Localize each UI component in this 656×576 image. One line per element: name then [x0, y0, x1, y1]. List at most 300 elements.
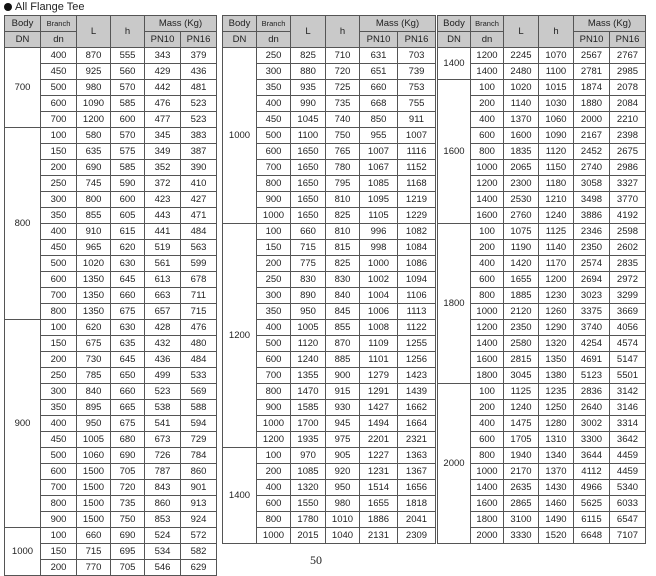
- pn16-cell: 6547: [610, 512, 646, 528]
- l-cell: 1650: [291, 176, 326, 192]
- header-h: h: [111, 16, 145, 48]
- pn16-cell: 5501: [610, 368, 646, 384]
- h-cell: 930: [326, 400, 360, 416]
- h-cell: 735: [111, 496, 145, 512]
- l-cell: 1835: [504, 144, 539, 160]
- pn16-cell: 753: [398, 80, 436, 96]
- l-cell: 2530: [504, 192, 539, 208]
- l-cell: 1125: [504, 384, 539, 400]
- body-dn-cell: 1000: [5, 528, 41, 576]
- l-cell: 2350: [504, 320, 539, 336]
- h-cell: 560: [111, 64, 145, 80]
- pn10-cell: 2567: [574, 48, 610, 64]
- l-cell: 660: [77, 528, 111, 544]
- branch-dn-cell: 700: [41, 288, 77, 304]
- h-cell: 1140: [539, 240, 574, 256]
- l-cell: 2300: [504, 176, 539, 192]
- pn10-cell: 429: [145, 64, 181, 80]
- branch-dn-cell: 600: [41, 464, 77, 480]
- pn16-cell: 1106: [398, 288, 436, 304]
- pn10-cell: 352: [145, 160, 181, 176]
- header-pn16: PN16: [398, 32, 436, 48]
- h-cell: 1250: [539, 400, 574, 416]
- pn10-cell: 1874: [574, 80, 610, 96]
- pn10-cell: 2836: [574, 384, 610, 400]
- pn10-cell: 3023: [574, 288, 610, 304]
- h-cell: 1070: [539, 48, 574, 64]
- branch-dn-cell: 700: [257, 368, 291, 384]
- branch-dn-cell: 500: [41, 256, 77, 272]
- branch-dn-cell: 200: [41, 160, 77, 176]
- h-cell: 825: [326, 256, 360, 272]
- l-cell: 1240: [291, 352, 326, 368]
- h-cell: 920: [326, 464, 360, 480]
- branch-dn-cell: 350: [257, 80, 291, 96]
- l-cell: 1060: [77, 448, 111, 464]
- pn16-cell: 484: [181, 224, 217, 240]
- branch-dn-cell: 600: [471, 128, 504, 144]
- pn16-cell: 755: [398, 96, 436, 112]
- h-cell: 575: [111, 144, 145, 160]
- pn10-cell: 546: [145, 560, 181, 576]
- h-cell: 705: [111, 560, 145, 576]
- pn10-cell: 477: [145, 112, 181, 128]
- branch-dn-cell: 1400: [471, 336, 504, 352]
- branch-dn-cell: 400: [257, 320, 291, 336]
- l-cell: 2120: [504, 304, 539, 320]
- pn16-cell: 2767: [610, 48, 646, 64]
- h-cell: 1170: [539, 256, 574, 272]
- pn10-cell: 853: [145, 512, 181, 528]
- table-row: [223, 48, 436, 64]
- l-cell: 715: [291, 240, 326, 256]
- branch-dn-cell: 1000: [471, 304, 504, 320]
- branch-dn-cell: 350: [41, 400, 77, 416]
- pn16-cell: 3314: [610, 416, 646, 432]
- h-cell: 1235: [539, 384, 574, 400]
- h-cell: 720: [111, 480, 145, 496]
- pn10-cell: 860: [145, 496, 181, 512]
- branch-dn-cell: 200: [471, 240, 504, 256]
- pn10-cell: 2781: [574, 64, 610, 80]
- pn16-cell: 784: [181, 448, 217, 464]
- h-cell: 635: [111, 336, 145, 352]
- branch-dn-cell: 300: [41, 192, 77, 208]
- branch-dn-cell: 200: [257, 464, 291, 480]
- h-cell: 815: [326, 240, 360, 256]
- table-row: [438, 80, 646, 96]
- l-cell: 1020: [77, 256, 111, 272]
- header-h: h: [326, 16, 360, 48]
- h-cell: 725: [326, 80, 360, 96]
- l-cell: 1935: [291, 432, 326, 448]
- h-cell: 1320: [539, 336, 574, 352]
- header-mass: Mass (Kg): [145, 16, 217, 32]
- header-body: Body: [5, 16, 41, 32]
- pn10-cell: 6648: [574, 528, 610, 544]
- pn16-cell: 523: [181, 112, 217, 128]
- pn10-cell: 4254: [574, 336, 610, 352]
- h-cell: 735: [326, 96, 360, 112]
- pn16-cell: 2986: [610, 160, 646, 176]
- l-cell: 950: [291, 304, 326, 320]
- pn16-cell: 390: [181, 160, 217, 176]
- pn10-cell: 843: [145, 480, 181, 496]
- h-cell: 675: [111, 416, 145, 432]
- pn10-cell: 561: [145, 256, 181, 272]
- section-title: [4, 0, 85, 14]
- pn16-cell: 1116: [398, 144, 436, 160]
- pn16-cell: 1113: [398, 304, 436, 320]
- table-row: [438, 224, 646, 240]
- branch-dn-cell: 400: [41, 416, 77, 432]
- table-row: [5, 128, 217, 144]
- pn10-cell: 1008: [360, 320, 398, 336]
- pn16-cell: 6033: [610, 496, 646, 512]
- pn16-cell: 383: [181, 128, 217, 144]
- l-cell: 2760: [504, 208, 539, 224]
- pn10-cell: 1101: [360, 352, 398, 368]
- branch-dn-cell: 400: [257, 96, 291, 112]
- pn10-cell: 2452: [574, 144, 610, 160]
- pn10-cell: 2350: [574, 240, 610, 256]
- pn10-cell: 1880: [574, 96, 610, 112]
- pn10-cell: 1291: [360, 384, 398, 400]
- pn16-cell: 4192: [610, 208, 646, 224]
- pn16-cell: 911: [398, 112, 436, 128]
- l-cell: 2580: [504, 336, 539, 352]
- branch-dn-cell: 1600: [471, 352, 504, 368]
- tee-table-2: [222, 15, 436, 544]
- l-cell: 2065: [504, 160, 539, 176]
- header-mass: Mass (Kg): [360, 16, 436, 32]
- l-cell: 1650: [291, 192, 326, 208]
- pn10-cell: 534: [145, 544, 181, 560]
- l-cell: 1940: [504, 448, 539, 464]
- pn16-cell: 1423: [398, 368, 436, 384]
- pn16-cell: 569: [181, 384, 217, 400]
- branch-dn-cell: 350: [257, 304, 291, 320]
- pn10-cell: 663: [145, 288, 181, 304]
- pn16-cell: 379: [181, 48, 217, 64]
- pn16-cell: 2602: [610, 240, 646, 256]
- l-cell: 660: [291, 224, 326, 240]
- pn16-cell: 2210: [610, 112, 646, 128]
- l-cell: 880: [291, 64, 326, 80]
- pn16-cell: 1094: [398, 272, 436, 288]
- l-cell: 1020: [504, 80, 539, 96]
- branch-dn-cell: 400: [471, 416, 504, 432]
- l-cell: 1190: [504, 240, 539, 256]
- l-cell: 1885: [504, 288, 539, 304]
- branch-dn-cell: 1200: [471, 48, 504, 64]
- table-row: [438, 384, 646, 400]
- pn10-cell: 5123: [574, 368, 610, 384]
- pn16-cell: 436: [181, 64, 217, 80]
- pn16-cell: 1363: [398, 448, 436, 464]
- branch-dn-cell: 1000: [471, 464, 504, 480]
- branch-dn-cell: 300: [41, 384, 77, 400]
- branch-dn-cell: 450: [41, 240, 77, 256]
- body-dn-cell: 900: [5, 320, 41, 528]
- pn16-cell: 410: [181, 176, 217, 192]
- pn16-cell: 1152: [398, 160, 436, 176]
- header-dn-small: dn: [471, 32, 504, 48]
- pn16-cell: 4574: [610, 336, 646, 352]
- pn10-cell: 519: [145, 240, 181, 256]
- branch-dn-cell: 800: [257, 384, 291, 400]
- l-cell: 890: [291, 288, 326, 304]
- branch-dn-cell: 1000: [257, 416, 291, 432]
- pn10-cell: 343: [145, 48, 181, 64]
- pn10-cell: 6115: [574, 512, 610, 528]
- pn16-cell: 2309: [398, 528, 436, 544]
- l-cell: 2015: [291, 528, 326, 544]
- branch-dn-cell: 500: [41, 448, 77, 464]
- branch-dn-cell: 800: [257, 512, 291, 528]
- pn16-cell: 1662: [398, 400, 436, 416]
- pn10-cell: 372: [145, 176, 181, 192]
- l-cell: 980: [77, 80, 111, 96]
- pn10-cell: 441: [145, 224, 181, 240]
- header-l: L: [504, 16, 539, 48]
- l-cell: 935: [291, 80, 326, 96]
- pn16-cell: 1086: [398, 256, 436, 272]
- h-cell: 675: [111, 304, 145, 320]
- branch-dn-cell: 1800: [471, 512, 504, 528]
- pn16-cell: 533: [181, 368, 217, 384]
- l-cell: 840: [77, 384, 111, 400]
- pn10-cell: 1231: [360, 464, 398, 480]
- h-cell: 750: [111, 512, 145, 528]
- body-dn-cell: 1600: [438, 80, 471, 224]
- l-cell: 1200: [77, 112, 111, 128]
- pn10-cell: 436: [145, 352, 181, 368]
- body-dn-cell: 1000: [223, 48, 257, 224]
- pn10-cell: 4691: [574, 352, 610, 368]
- l-cell: 1370: [504, 112, 539, 128]
- l-cell: 2815: [504, 352, 539, 368]
- branch-dn-cell: 100: [471, 80, 504, 96]
- pn10-cell: 2694: [574, 272, 610, 288]
- pn10-cell: 3644: [574, 448, 610, 464]
- header-dn-small: dn: [41, 32, 77, 48]
- l-cell: 1500: [77, 512, 111, 528]
- pn16-cell: 924: [181, 512, 217, 528]
- branch-dn-cell: 600: [41, 96, 77, 112]
- branch-dn-cell: 150: [41, 336, 77, 352]
- pn10-cell: 651: [360, 64, 398, 80]
- pn10-cell: 349: [145, 144, 181, 160]
- branch-dn-cell: 250: [41, 368, 77, 384]
- body-dn-cell: 1400: [223, 448, 257, 544]
- l-cell: 1470: [291, 384, 326, 400]
- branch-dn-cell: 800: [471, 448, 504, 464]
- pn16-cell: 1082: [398, 224, 436, 240]
- header-body: Body: [438, 16, 471, 32]
- pn16-cell: 1367: [398, 464, 436, 480]
- l-cell: 1585: [291, 400, 326, 416]
- pn10-cell: 998: [360, 240, 398, 256]
- pn16-cell: 729: [181, 432, 217, 448]
- l-cell: 1100: [291, 128, 326, 144]
- h-cell: 1210: [539, 192, 574, 208]
- branch-dn-cell: 600: [257, 352, 291, 368]
- pn16-cell: 678: [181, 272, 217, 288]
- branch-dn-cell: 100: [41, 128, 77, 144]
- branch-dn-cell: 1000: [257, 528, 291, 544]
- h-cell: 585: [111, 96, 145, 112]
- h-cell: 1310: [539, 432, 574, 448]
- pn16-cell: 1229: [398, 208, 436, 224]
- pn16-cell: 1664: [398, 416, 436, 432]
- pn16-cell: 588: [181, 400, 217, 416]
- branch-dn-cell: 450: [257, 112, 291, 128]
- h-cell: 1200: [539, 272, 574, 288]
- branch-dn-cell: 500: [257, 336, 291, 352]
- pn16-cell: 484: [181, 352, 217, 368]
- branch-dn-cell: 600: [257, 496, 291, 512]
- pn10-cell: 1514: [360, 480, 398, 496]
- branch-dn-cell: 300: [257, 64, 291, 80]
- h-cell: 615: [111, 224, 145, 240]
- body-dn-cell: 1200: [223, 224, 257, 448]
- pn10-cell: 1227: [360, 448, 398, 464]
- l-cell: 1475: [504, 416, 539, 432]
- branch-dn-cell: 1000: [471, 160, 504, 176]
- l-cell: 1550: [291, 496, 326, 512]
- pn16-cell: 901: [181, 480, 217, 496]
- pn10-cell: 2131: [360, 528, 398, 544]
- pn10-cell: 4966: [574, 480, 610, 496]
- l-cell: 730: [77, 352, 111, 368]
- pn16-cell: 711: [181, 288, 217, 304]
- pn16-cell: 913: [181, 496, 217, 512]
- h-cell: 1490: [539, 512, 574, 528]
- pn10-cell: 3002: [574, 416, 610, 432]
- h-cell: 855: [326, 320, 360, 336]
- pn10-cell: 5625: [574, 496, 610, 512]
- table-body: [438, 48, 646, 544]
- pn16-cell: 1656: [398, 480, 436, 496]
- pn16-cell: 582: [181, 544, 217, 560]
- pn10-cell: 1085: [360, 176, 398, 192]
- h-cell: 1010: [326, 512, 360, 528]
- branch-dn-cell: 1200: [257, 432, 291, 448]
- title-text: All Flange Tee: [15, 1, 85, 13]
- pn16-cell: 3770: [610, 192, 646, 208]
- l-cell: 745: [77, 176, 111, 192]
- l-cell: 2480: [504, 64, 539, 80]
- pn10-cell: 1067: [360, 160, 398, 176]
- pn16-cell: 476: [181, 320, 217, 336]
- h-cell: 765: [326, 144, 360, 160]
- header-pn10: PN10: [574, 32, 610, 48]
- h-cell: 1370: [539, 464, 574, 480]
- header-pn16: PN16: [181, 32, 217, 48]
- l-cell: 1650: [291, 144, 326, 160]
- branch-dn-cell: 400: [471, 112, 504, 128]
- l-cell: 1005: [77, 432, 111, 448]
- bullet-icon: [4, 3, 12, 11]
- h-cell: 810: [326, 224, 360, 240]
- branch-dn-cell: 800: [471, 144, 504, 160]
- branch-dn-cell: 1600: [471, 208, 504, 224]
- header-body: Body: [223, 16, 257, 32]
- pn10-cell: 538: [145, 400, 181, 416]
- pn16-cell: 739: [398, 64, 436, 80]
- body-dn-cell: 1800: [438, 224, 471, 384]
- h-cell: 870: [326, 336, 360, 352]
- pn10-cell: 499: [145, 368, 181, 384]
- pn16-cell: 481: [181, 80, 217, 96]
- l-cell: 775: [291, 256, 326, 272]
- branch-dn-cell: 1200: [471, 320, 504, 336]
- h-cell: 620: [111, 240, 145, 256]
- h-cell: 1090: [539, 128, 574, 144]
- h-cell: 1380: [539, 368, 574, 384]
- header-branch: Branch: [257, 16, 291, 32]
- pn10-cell: 2574: [574, 256, 610, 272]
- h-cell: 585: [111, 160, 145, 176]
- body-dn-cell: 2000: [438, 384, 471, 544]
- pn16-cell: 427: [181, 192, 217, 208]
- h-cell: 915: [326, 384, 360, 400]
- h-cell: 750: [326, 128, 360, 144]
- h-cell: 660: [111, 384, 145, 400]
- h-cell: 705: [111, 464, 145, 480]
- h-cell: 690: [111, 448, 145, 464]
- l-cell: 690: [77, 160, 111, 176]
- branch-dn-cell: 250: [257, 272, 291, 288]
- h-cell: 590: [111, 176, 145, 192]
- pn16-cell: 4056: [610, 320, 646, 336]
- h-cell: 630: [111, 320, 145, 336]
- h-cell: 1120: [539, 144, 574, 160]
- branch-dn-cell: 900: [257, 192, 291, 208]
- pn16-cell: 2041: [398, 512, 436, 528]
- h-cell: 1290: [539, 320, 574, 336]
- l-cell: 1650: [291, 208, 326, 224]
- pn16-cell: 1219: [398, 192, 436, 208]
- l-cell: 715: [77, 544, 111, 560]
- h-cell: 1430: [539, 480, 574, 496]
- pn10-cell: 1279: [360, 368, 398, 384]
- branch-dn-cell: 1000: [257, 208, 291, 224]
- pn10-cell: 3886: [574, 208, 610, 224]
- h-cell: 975: [326, 432, 360, 448]
- pn10-cell: 1886: [360, 512, 398, 528]
- pn16-cell: 5147: [610, 352, 646, 368]
- branch-dn-cell: 1600: [471, 496, 504, 512]
- pn16-cell: 5340: [610, 480, 646, 496]
- branch-dn-cell: 700: [41, 112, 77, 128]
- h-cell: 845: [326, 304, 360, 320]
- pn16-cell: 2598: [610, 224, 646, 240]
- h-cell: 900: [326, 368, 360, 384]
- branch-dn-cell: 250: [41, 176, 77, 192]
- header-dn: DN: [223, 32, 257, 48]
- branch-dn-cell: 800: [257, 176, 291, 192]
- pn16-cell: 563: [181, 240, 217, 256]
- pn10-cell: 657: [145, 304, 181, 320]
- pn16-cell: 715: [181, 304, 217, 320]
- branch-dn-cell: 600: [257, 144, 291, 160]
- h-cell: 645: [111, 272, 145, 288]
- l-cell: 1355: [291, 368, 326, 384]
- branch-dn-cell: 1400: [471, 192, 504, 208]
- branch-dn-cell: 500: [257, 128, 291, 144]
